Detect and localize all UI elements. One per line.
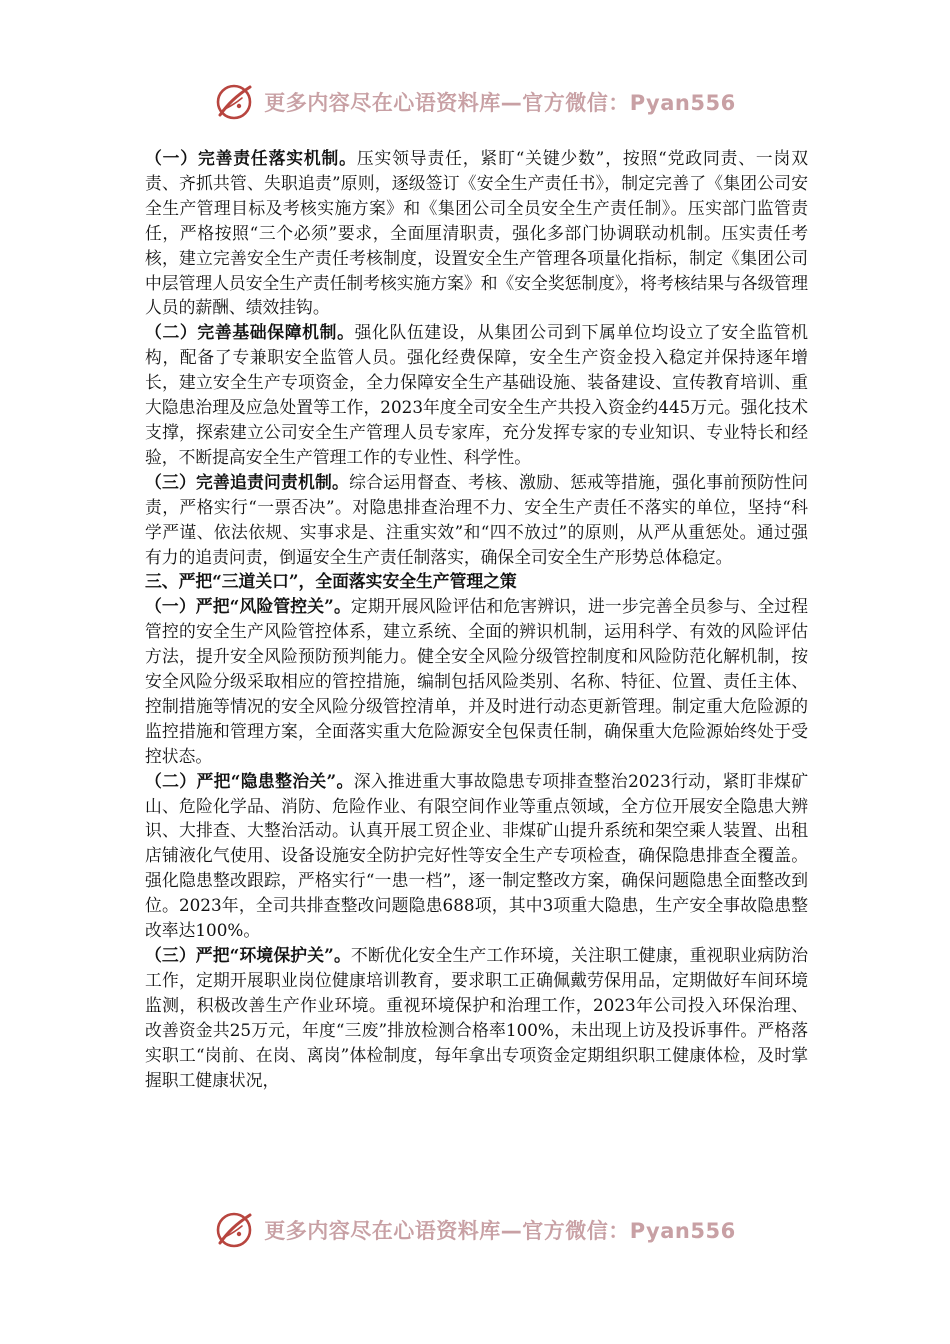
paragraph-lead: （二）严把“隐患整治关”。 [145, 770, 354, 791]
paragraph-lead: （三）严把“环境保护关”。 [145, 945, 351, 965]
seal-logo-icon [214, 82, 254, 122]
document-body [145, 146, 808, 1092]
paragraph-text: 深入推进重大事故隐患专项排查整治2023行动，紧盯非煤矿山、危险化学品、消防、危险作业、有限空间作业等重点领域，全方位开展安全隐患大辨识、大排查、大整治活动。认真开展工贸企业、非煤矿山提升系统和架空乘人装置、出租店铺液化气使用、设备设施安全防护完好性等安全生产专项检查，确保隐患排查全覆盖。强化隐患整改跟踪，严格实行“一患一档”，逐一制定整改方案，确保问题隐患全面整改到位。2023年，全司共排查整改问题隐患688项，其中3项重大隐患，生产安全事故隐患整改率达100%。 [145, 770, 808, 941]
paragraph [145, 594, 808, 768]
watermark-text: 更多内容尽在心语资料库—官方微信：Pyan556 [264, 1219, 736, 1243]
paragraph-text: 综合运用督查、考核、激励、惩戒等措施，强化事前预防性问责，严格实行“一票否决”。对隐患排查治理不力、安全生产责任不落实的单位，坚持“科学严谨、依法依规、实事求是、注重实效”和“四不放过”的原则，从严从重惩处。通过强有力的追责问责，倒逼安全生产责任制落实，确保全司安全生产形势总体稳定。 [145, 471, 808, 567]
paragraph-text: 定期开展风险评估和危害辨识，进一步完善全员参与、全过程管控的安全生产风险管控体系，建立系统、全面的辨识机制，运用科学、有效的风险评估方法，提升安全风险预防预判能力。健全安全风险分级管控制度和风险防范化解机制，按安全风险分级采取相应的管控措施，编制包括风险类别、名称、特征、位置、责任主体、控制措施等情况的安全风险分级管控清单，并及时进行动态更新管理。制定重大危险源的监控措施和管理方案，全面落实重大危险源安全包保责任制，确保重大危险源始终处于受控状态。 [145, 596, 808, 766]
paragraph-text: 压实领导责任，紧盯“关键少数”，按照“党政同责、一岗双责、齐抓共管、失职追责”原则，逐级签订《安全生产责任书》，制定完善了《集团公司安全生产管理目标及考核实施方案》和《集团公司全员安全生产责任制》。压实部门监管责任，严格按照“三个必须”要求，全面厘清职责，强化多部门协调联动机制。压实责任考核，建立完善安全生产责任考核制度，设置安全生产管理各项量化指标，制定《集团公司中层管理人员安全生产责任制考核实施方案》和《安全奖惩制度》，将考核结果与各级管理人员的薪酬、绩效挂钩。 [145, 148, 808, 318]
paragraph [145, 943, 808, 1092]
header-watermark [0, 80, 950, 124]
paragraph [145, 769, 808, 943]
paragraph-lead: （三）完善追责问责机制。 [145, 471, 350, 492]
paragraph [145, 320, 808, 469]
watermark-text: 更多内容尽在心语资料库—官方微信：Pyan556 [264, 91, 736, 115]
footer-watermark [0, 1208, 950, 1252]
paragraph [145, 470, 808, 570]
paragraph-text: 不断优化安全生产工作环境，关注职工健康，重视职业病防治工作，定期开展职业岗位健康培训教育，要求职工正确佩戴劳保用品，定期做好车间环境监测，积极改善生产作业环境。重视环境保护和治理工作，2023年公司投入环保治理、改善资金共25万元，年度“三废”排放检测合格率100%，未出现上访及投诉事件。严格落实职工“岗前、在岗、离岗”体检制度，每年拿出专项资金定期组织职工健康体检，及时掌握职工健康状况， [145, 945, 808, 1090]
paragraph-lead: （一）严把“风险管控关”。 [145, 596, 351, 617]
seal-logo-icon [214, 1210, 254, 1250]
paragraph-lead: （二）完善基础保障机制。 [145, 322, 355, 343]
paragraph [145, 146, 808, 320]
paragraph-lead: （一）完善责任落实机制。 [145, 148, 357, 168]
section-heading: 三、严把“三道关口”，全面落实安全生产管理之策 [145, 571, 517, 592]
paragraph-text: 强化队伍建设，从集团公司到下属单位均设立了安全监管机构，配备了专兼职安全监管人员。强化经费保障，安全生产资金投入稳定并保持逐年增长，建立安全生产专项资金，全力保障安全生产基础设施、装备建设、宣传教育培训、重大隐患治理及应急处置等工作，2023年度全司安全生产共投入资金约445万元。强化技术支撑，探索建立公司安全生产管理人员专家库，充分发挥专家的专业知识、专业特长和经验，不断提高安全生产管理工作的专业性、科学性。 [145, 322, 808, 467]
